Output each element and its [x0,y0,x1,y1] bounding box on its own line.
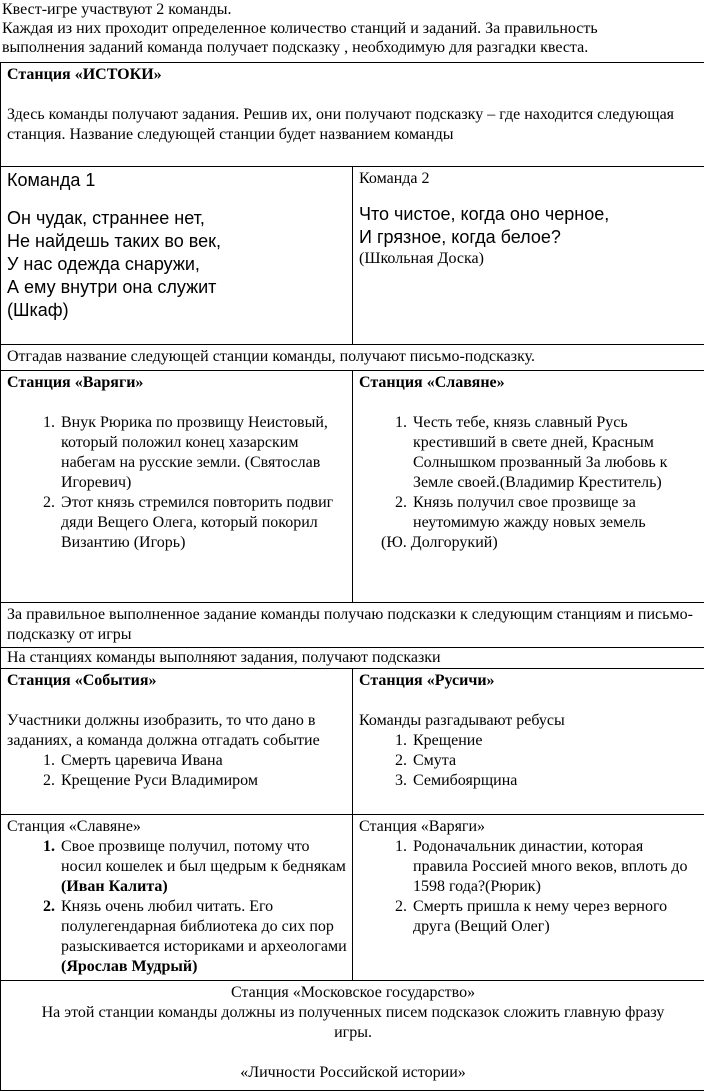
team1-line-4: А ему внутри она служит [7,276,347,299]
slavyane2-title: Станция «Славяне» [7,817,347,837]
rusichi-text: Команды разгадывают ребусы [359,711,699,731]
team2-line-1: Что чистое, когда оно черное, [359,203,699,226]
sobytiya-title: Станция «События» [7,671,347,691]
note3: На станциях команды выполняют задания, получают подсказки [1,648,704,669]
moscow-row [1,981,704,1091]
moscow-phrase: «Личности Российской истории» [7,1063,699,1083]
slavyane2-item-1-text: Свое прозвище получил, потому что носил кошелек и был щедрым к беднякам [61,838,346,875]
slavyane1-item-2: 2. Князь получил свое прозвище за неутомимую жажду новых земель [411,493,699,533]
istoki-title: Станция «ИСТОКИ» [7,65,699,85]
intro-line-3: выполнения заданий команда получает подсказку , необходимую для разгадки квеста. [2,38,702,57]
rusichi-item-3: 3. Семибоярщина [411,771,699,791]
team2-title: Команда 2 [359,169,699,189]
rusichi-item-2: 2. Смута [411,751,699,771]
team1-line-5: (Шкаф) [7,299,347,322]
moscow-cell [1,981,704,1091]
team2-answer: (Школьная Доска) [359,249,699,269]
stations-row-2 [1,669,704,815]
team2-line-2: И грязное, когда белое? [359,226,699,249]
team1-cell [1,167,353,345]
stations-row-3 [1,815,704,981]
quest-table [0,62,704,1091]
varyagi1-item-1: 1. Внук Рюрика по прозвищу Неистовый, который положил конец хазарским набегам на русские земли. (Святослав Игоревич) [59,413,347,493]
slavyane2-item-2-text: Князь очень любил читать. Его полулегендарная библиотека до сих пор разыскивается историками и археологами [61,898,347,955]
team2-cell [353,167,704,345]
varyagi1-item-2: 2. Этот князь стремился повторить подвиг дяди Вещего Олега, который покорил Византию (Игорь) [59,493,347,553]
note3-row [1,648,704,669]
istoki-text: Здесь команды получают задания. Решив их, они получают подсказку – где находится следующая станция. Название следующей станции будет названием команды [7,105,699,145]
varyagi1-title: Станция «Варяги» [7,373,347,393]
sobytiya-item-1: 1. Смерть царевича Ивана [59,751,347,771]
note2-row [1,603,704,648]
istoki-cell [1,63,704,167]
slavyane1-title: Станция «Славяне» [359,373,699,393]
team1-line-1: Он чудак, страннее нет, [7,207,347,230]
stations-row-1 [1,371,704,603]
rusichi-title: Станция «Русичи» [359,671,699,691]
slavyane2-item-2-answer: (Ярослав Мудрый) [61,958,197,975]
team1-line-2: Не найдешь таких во век, [7,230,347,253]
intro [2,0,702,57]
team1-title: Команда 1 [7,169,347,192]
istoki-row [1,63,704,167]
varyagi2-item-1: 1. Родоначальник династии, которая правила Россией много веков, вплоть до 1598 года?(Рюрик) [411,837,699,897]
sobytiya-cell [1,669,353,815]
intro-line-1: Квест-игре участвуют 2 команды. [2,0,702,19]
varyagi1-cell [1,371,353,603]
varyagi2-item-2: 2. Смерть пришла к нему через верного друга (Вещий Олег) [411,897,699,937]
varyagi2-cell [353,815,704,981]
slavyane2-item-1-answer: (Иван Калита) [61,878,168,895]
slavyane1-tail: (Ю. Долгорукий) [359,533,699,553]
sobytiya-item-2: 2. Крещение Руси Владимиром [59,771,347,791]
slavyane2-item-1 [59,837,347,897]
moscow-text: На этой станции команды должны из полученных писем подсказок сложить главную фразу игры. [7,1003,699,1043]
slavyane1-item-1: 1. Честь тебе, князь славный Русь крестивший в свете дней, Красным Солнышком прозванный За любовь к Земле своей.(Владимир Креститель) [411,413,699,493]
rusichi-item-1: 1. Крещение [411,731,699,751]
note2: За правильное выполненное задание команды получаю подсказки к следующим станциям и письмо-подсказку от игры [1,603,704,648]
varyagi2-title: Станция «Варяги» [359,817,699,837]
teams-row [1,167,704,345]
rusichi-cell [353,669,704,815]
letter-note: Отгадав название следующей станции команды, получают письмо-подсказку. [1,345,704,371]
sobytiya-text: Участники должны изобразить, то что дано в заданиях, а команда должна отгадать событие [7,711,347,751]
slavyane2-cell [1,815,353,981]
intro-line-2: Каждая из них проходит определенное количество станций и заданий. За правильность [2,19,702,38]
team1-line-3: У нас одежда снаружи, [7,253,347,276]
slavyane1-cell [353,371,704,603]
moscow-title: Станция «Московское государство» [7,983,699,1003]
slavyane2-item-2 [59,897,347,977]
letter-note-row [1,345,704,371]
